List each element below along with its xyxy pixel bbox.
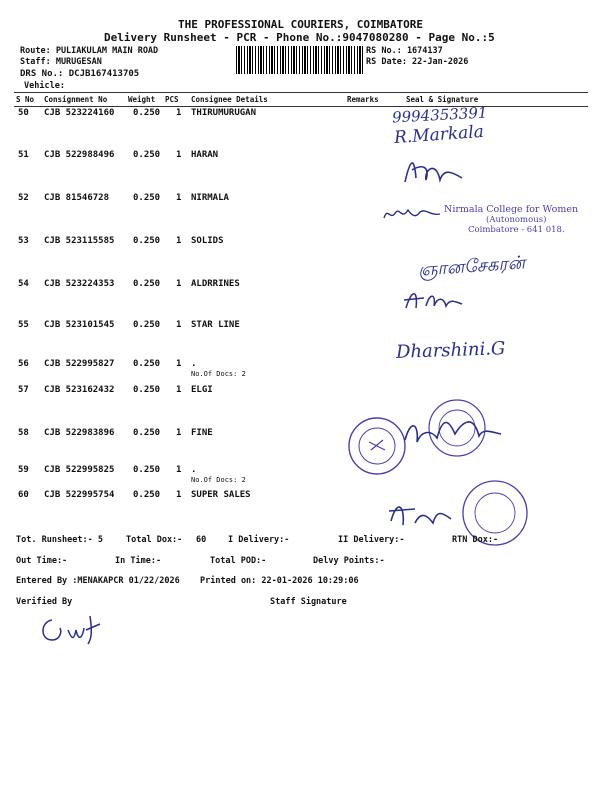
cell-name: ELGI — [191, 385, 213, 395]
rtn-dox: RTN Dox:- — [452, 535, 499, 545]
cell-weight: 0.250 — [133, 490, 161, 500]
entered-by: Entered By :MENAKAPCR 01/22/2026 — [16, 576, 180, 586]
cell-name: SUPER SALES — [191, 490, 251, 500]
cell-cons: CJB 81546728 — [44, 193, 110, 203]
cell-sno: 52 — [18, 193, 29, 203]
col-remarks: Remarks — [347, 95, 379, 104]
total-pod: Total POD:- — [210, 556, 267, 566]
cell-name: FINE — [191, 428, 213, 438]
rs-number: RS No.: 1674137 — [366, 46, 443, 56]
tot-runsheet: Tot. Runsheet:- 5 — [16, 535, 103, 545]
cell-weight: 0.250 — [133, 385, 161, 395]
cell-name: . — [191, 359, 197, 369]
total-dox-label: Total Dox:- — [126, 535, 183, 545]
cell-weight: 0.250 — [133, 236, 161, 246]
header-rule-bottom — [14, 106, 588, 107]
in-time: In Time:- — [115, 556, 162, 566]
handwritten-phone: 9994353391 — [391, 103, 488, 127]
cell-pcs: 1 — [176, 150, 182, 160]
company-name: THE PROFESSIONAL COURIERS, COIMBATORE — [178, 18, 424, 31]
cell-cons: CJB 523162432 — [44, 385, 115, 395]
cell-sno: 50 — [18, 108, 29, 118]
delvy-points: Delvy Points:- — [313, 556, 385, 566]
stamp-nirmala-line3: Coimbatore - 641 018. — [468, 225, 565, 235]
header-rule — [14, 92, 588, 93]
cell-pcs: 1 — [176, 490, 182, 500]
cell-pcs: 1 — [176, 320, 182, 330]
cell-cons: CJB 523224353 — [44, 279, 115, 289]
cell-sno: 56 — [18, 359, 29, 369]
cell-sno: 58 — [18, 428, 29, 438]
barcode — [236, 46, 364, 74]
cell-name: NIRMALA — [191, 193, 229, 203]
cell-name: HARAN — [191, 150, 219, 160]
stamp-nirmala-line1: Nirmala College for Women — [444, 204, 579, 215]
cell-pcs: 1 — [176, 359, 182, 369]
cell-cons: CJB 522995754 — [44, 490, 115, 500]
stamp-nirmala-line2: (Autonomous) — [486, 215, 547, 225]
signature-row-53: ஞானசேகரன் — [417, 252, 526, 281]
cell-cons: CJB 522983896 — [44, 428, 115, 438]
staff: Staff: MURUGESAN — [20, 57, 102, 67]
verified-by: Verified By — [16, 597, 73, 607]
cell-pcs: 1 — [176, 279, 182, 289]
cell-sno: 51 — [18, 150, 29, 160]
ii-delivery: II Delivery:- — [338, 535, 405, 545]
i-delivery: I Delivery:- — [228, 535, 290, 545]
printed-on: Printed on: 22-01-2026 10:29:06 — [200, 576, 359, 586]
verifier-signature — [38, 610, 118, 650]
cell-cons: CJB 523115585 — [44, 236, 115, 246]
signature-row-50: R.Markala — [393, 121, 485, 149]
cell-weight: 0.250 — [133, 193, 161, 203]
cell-weight: 0.250 — [133, 150, 161, 160]
cell-docs: No.Of Docs: 2 — [191, 370, 246, 378]
drs-number: DRS No.: DCJB167413705 — [20, 69, 140, 79]
runsheet-subtitle: Delivery Runsheet - PCR - Phone No.:9047080280 - Page No.:5 — [104, 31, 495, 44]
cell-weight: 0.250 — [133, 359, 161, 369]
out-time: Out Time:- — [16, 556, 68, 566]
cell-pcs: 1 — [176, 108, 182, 118]
cell-cons: CJB 522995827 — [44, 359, 115, 369]
cell-sno: 59 — [18, 465, 29, 475]
cell-name: THIRUMURUGAN — [191, 108, 257, 118]
cell-name: ALDRRINES — [191, 279, 240, 289]
signature-row-52 — [380, 198, 450, 228]
cell-sno: 55 — [18, 320, 29, 330]
cell-weight: 0.250 — [133, 428, 161, 438]
staff-signature: Staff Signature — [270, 597, 347, 607]
cell-cons: CJB 522995825 — [44, 465, 115, 475]
signature-row-51 — [400, 150, 470, 190]
cell-pcs: 1 — [176, 428, 182, 438]
cell-weight: 0.250 — [133, 465, 161, 475]
rs-date: RS Date: 22-Jan-2026 — [366, 57, 469, 67]
col-seal-signature: Seal & Signature — [406, 95, 479, 104]
cell-sno: 53 — [18, 236, 29, 246]
cell-pcs: 1 — [176, 465, 182, 475]
col-consignment: Consignment No — [44, 95, 108, 104]
col-sno: S No — [16, 95, 35, 104]
cell-name: SOLIDS — [191, 236, 224, 246]
cell-pcs: 1 — [176, 385, 182, 395]
cell-sno: 60 — [18, 490, 29, 500]
signature-row-55: Dharshini.G — [395, 338, 506, 363]
cell-weight: 0.250 — [133, 279, 161, 289]
col-pcs: PCS — [165, 95, 179, 104]
cell-docs: No.Of Docs: 2 — [191, 476, 246, 484]
cell-pcs: 1 — [176, 236, 182, 246]
cell-cons: CJB 523224160 — [44, 108, 115, 118]
cell-weight: 0.250 — [133, 108, 161, 118]
cell-cons: CJB 522988496 — [44, 150, 115, 160]
cell-cons: CJB 523101545 — [44, 320, 115, 330]
col-weight: Weight — [128, 95, 156, 104]
route: Route: PULIAKULAM MAIN ROAD — [20, 46, 159, 56]
cell-name: . — [191, 465, 197, 475]
vehicle: Vehicle: — [24, 81, 65, 91]
total-dox-value: 60 — [196, 535, 207, 545]
cell-name: STAR LINE — [191, 320, 240, 330]
cell-sno: 54 — [18, 279, 29, 289]
cell-pcs: 1 — [176, 193, 182, 203]
cell-weight: 0.250 — [133, 320, 161, 330]
seal-stamp-58 — [345, 398, 525, 478]
col-consignee: Consignee Details — [191, 95, 268, 104]
signature-row-54 — [400, 282, 470, 316]
cell-sno: 57 — [18, 385, 29, 395]
